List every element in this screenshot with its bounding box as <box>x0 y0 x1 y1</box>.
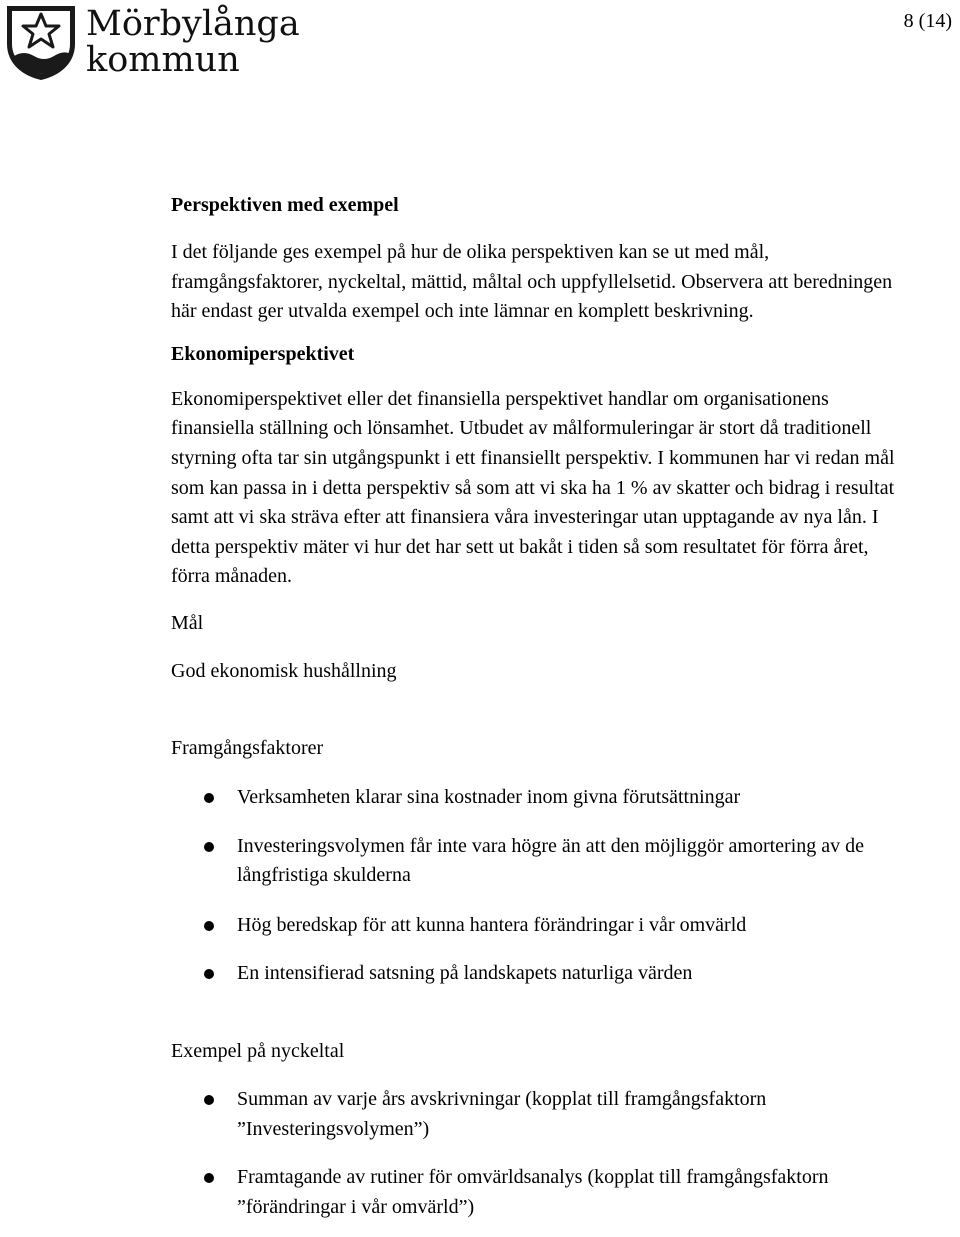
goal-label: Mål <box>171 611 204 634</box>
logo-line-1: Mörbylånga <box>86 4 300 44</box>
list-item <box>171 1163 901 1222</box>
list-item <box>171 1085 901 1144</box>
logo-line-2: kommun <box>86 40 240 80</box>
coat-of-arms-icon <box>4 4 80 82</box>
list-item <box>171 783 901 813</box>
list-item-text: Summan av varje års avskrivningar (kopplat till framgångsfaktorn ”Investeringsvolymen”) <box>237 1087 767 1140</box>
list-item <box>171 959 901 989</box>
section-heading: Perspektiven med exempel <box>171 194 399 216</box>
bullet-icon <box>204 1095 214 1105</box>
list-item-text: En intensifierad satsning på landskapets naturliga värden <box>237 962 693 985</box>
bullet-icon <box>204 842 214 852</box>
kpi-list <box>171 1085 901 1222</box>
kpi-label: Exempel på nyckeltal <box>171 1039 345 1062</box>
intro-paragraph: I det följande ges exempel på hur de olika perspektiven kan se ut med mål, framgångsfaktorer, nyckeltal, mättid, måltal och uppfyllelsetid. Observera att beredningen här endast ger utvalda exempel och inte lämnar en komplett beskrivning. <box>171 241 893 323</box>
bullet-icon <box>204 1173 214 1183</box>
factors-label: Framgångsfaktorer <box>171 736 324 759</box>
goal-value: God ekonomisk hushållning <box>171 659 397 682</box>
bullet-icon <box>204 969 214 979</box>
list-item-text: Verksamheten klarar sina kostnader inom givna förutsättningar <box>237 785 741 808</box>
bullet-icon <box>204 793 214 803</box>
list-item-text: Investeringsvolymen får inte vara högre än att den möjliggör amortering av de långfristiga skulderna <box>237 834 865 887</box>
list-item-text: Framtagande av rutiner för omvärldsanalys (kopplat till framgångsfaktorn ”förändringar i vår omvärld”) <box>237 1166 829 1218</box>
page-header <box>0 0 960 90</box>
logo-wordmark <box>86 6 300 78</box>
factors-list <box>171 783 901 989</box>
list-item-text: Hög beredskap för att kunna hantera förändringar i vår omvärld <box>237 913 747 936</box>
economy-heading: Ekonomiperspektivet <box>171 342 355 365</box>
bullet-icon <box>204 921 214 931</box>
municipality-logo <box>4 4 300 84</box>
page-number: 8 (14) <box>903 10 952 32</box>
list-item <box>171 832 901 891</box>
economy-paragraph: Ekonomiperspektivet eller det finansiella perspektivet handlar om organisationens finansiella ställning och lönsamhet. Utbudet av målformuleringar är stort då traditionell styrning ofta tar sin utgångspunkt i ett finansiellt perspektiv. I kommunen har vi redan mål som kan passa in i detta perspektiv så som att vi ska ha 1 % av skatter och bidrag i resultat samt att vi ska sträva efter att finansiera våra investeringar utan upptagande av nya lån. I detta perspektiv mäter vi hur det har sett ut bakåt i tiden så som resultatet för förra året, förra månaden. <box>171 387 895 588</box>
document-body <box>171 190 901 1222</box>
list-item <box>171 911 901 941</box>
